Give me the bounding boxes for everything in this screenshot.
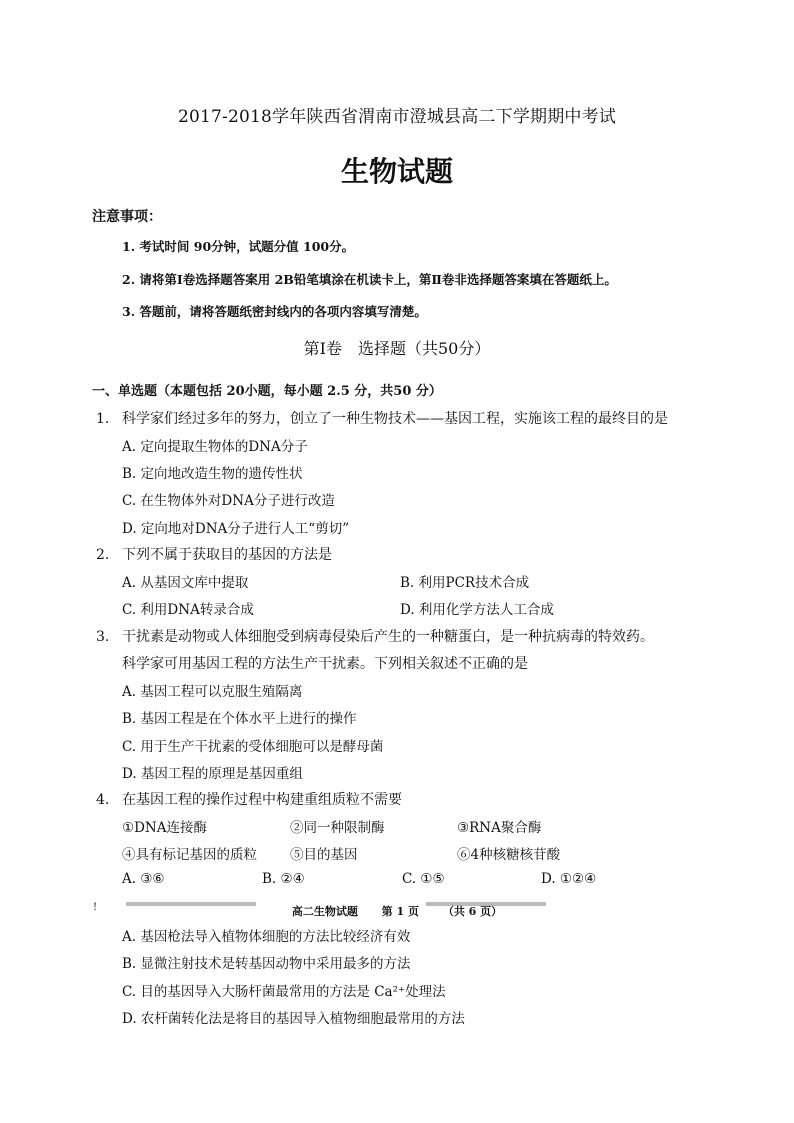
footer-subject: 高二生物试题 xyxy=(291,905,358,918)
choice-item: ⑤目的基因 xyxy=(290,847,358,863)
section-title: 第Ⅰ卷 选择题（共50分） xyxy=(303,339,491,358)
notice-item: 1. 考试时间 90分钟，试题分值 100分。 xyxy=(122,239,355,254)
question-1 xyxy=(96,408,668,428)
option-b: B. 定向地改造生物的遗传性状 xyxy=(122,466,303,482)
question-3 xyxy=(96,626,654,646)
page-footer xyxy=(0,903,794,919)
question-stem: 科学家们经过多年的努力，创立了一种生物技术——基因工程，实施该工程的最终目的是 xyxy=(122,411,668,427)
option-b: B. ②④ xyxy=(262,871,305,887)
question-stem-continued: 科学家可用基因工程的方法生产干扰素。下列相关叙述不正确的是 xyxy=(122,656,528,672)
choice-item: ③RNA聚合酶 xyxy=(457,820,542,836)
option-c: C. 在生物体外对DNA分子进行改造 xyxy=(122,493,335,509)
option-a: A. 从基因文库中提取 xyxy=(122,575,249,591)
option-a: A. 基因工程可以克服生殖隔离 xyxy=(122,684,303,700)
notice-item: 3. 答题前，请将答题纸密封线内的各项内容填写清楚。 xyxy=(122,304,427,319)
option-d: D. 基因工程的原理是基因重组 xyxy=(122,766,303,782)
exam-header: 2017-2018学年陕西省渭南市澄城县高二下学期期中考试 xyxy=(177,107,617,127)
option-d: D. 利用化学方法人工合成 xyxy=(400,602,554,618)
option-c: C. 目的基因导入大肠杆菌最常用的方法是 Ca²⁺处理法 xyxy=(122,984,446,1000)
question-stem: 下列不属于获取目的基因的方法是 xyxy=(122,547,332,563)
notice-heading: 注意事项： xyxy=(92,209,162,225)
option-b: B. 基因工程是在个体水平上进行的操作 xyxy=(122,711,357,727)
scan-mark: ! xyxy=(93,902,98,913)
option-d: D. ①②④ xyxy=(541,871,597,887)
question-2 xyxy=(96,544,332,564)
option-a: A. 定向提取生物体的DNA分子 xyxy=(122,439,308,455)
question-number: 4. xyxy=(96,792,110,808)
footer-total: （共 6 页） xyxy=(442,905,503,918)
part-heading: 一、单选题（本题包括 20小题，每小题 2.5 分，共50 分） xyxy=(92,384,442,399)
choice-item: ②同一种限制酶 xyxy=(290,820,385,836)
question-stem: 干扰素是动物或人体细胞受到病毒侵染后产生的一种糖蛋白，是一种抗病毒的特效药。 xyxy=(122,629,654,645)
option-b: B. 利用PCR技术合成 xyxy=(400,575,530,591)
question-number: 1. xyxy=(96,411,110,427)
footer-page: 第 1 页 xyxy=(381,905,419,918)
option-a: A. ③⑥ xyxy=(122,871,165,887)
page-title: 生物试题 xyxy=(340,155,453,188)
question-number: 2. xyxy=(96,547,110,563)
option-d: D. 定向地对DNA分子进行人工“剪切” xyxy=(122,521,350,537)
choice-item: ④具有标记基因的质粒 xyxy=(122,847,257,863)
option-c: C. 用于生产干扰素的受体细胞可以是酵母菌 xyxy=(122,739,384,755)
option-d: D. 农杆菌转化法是将目的基因导入植物细胞最常用的方法 xyxy=(122,1011,465,1027)
notice-item: 2. 请将第Ⅰ卷选择题答案用 2B铅笔填涂在机读卡上，第Ⅱ卷非选择题答案填在答题纸上。 xyxy=(122,272,617,287)
choice-item: ①DNA连接酶 xyxy=(122,820,207,836)
question-stem: 在基因工程的操作过程中构建重组质粒不需要 xyxy=(122,792,402,808)
option-c: C. ①⑤ xyxy=(402,871,445,887)
option-c: C. 利用DNA转录合成 xyxy=(122,602,254,618)
option-a: A. 基因枪法导入植物体细胞的方法比较经济有效 xyxy=(122,929,411,945)
question-number: 3. xyxy=(96,629,110,645)
choice-item: ⑥4种核糖核苷酸 xyxy=(457,847,561,863)
option-b: B. 显微注射技术是转基因动物中采用最多的方法 xyxy=(122,956,411,972)
question-4 xyxy=(96,789,402,809)
